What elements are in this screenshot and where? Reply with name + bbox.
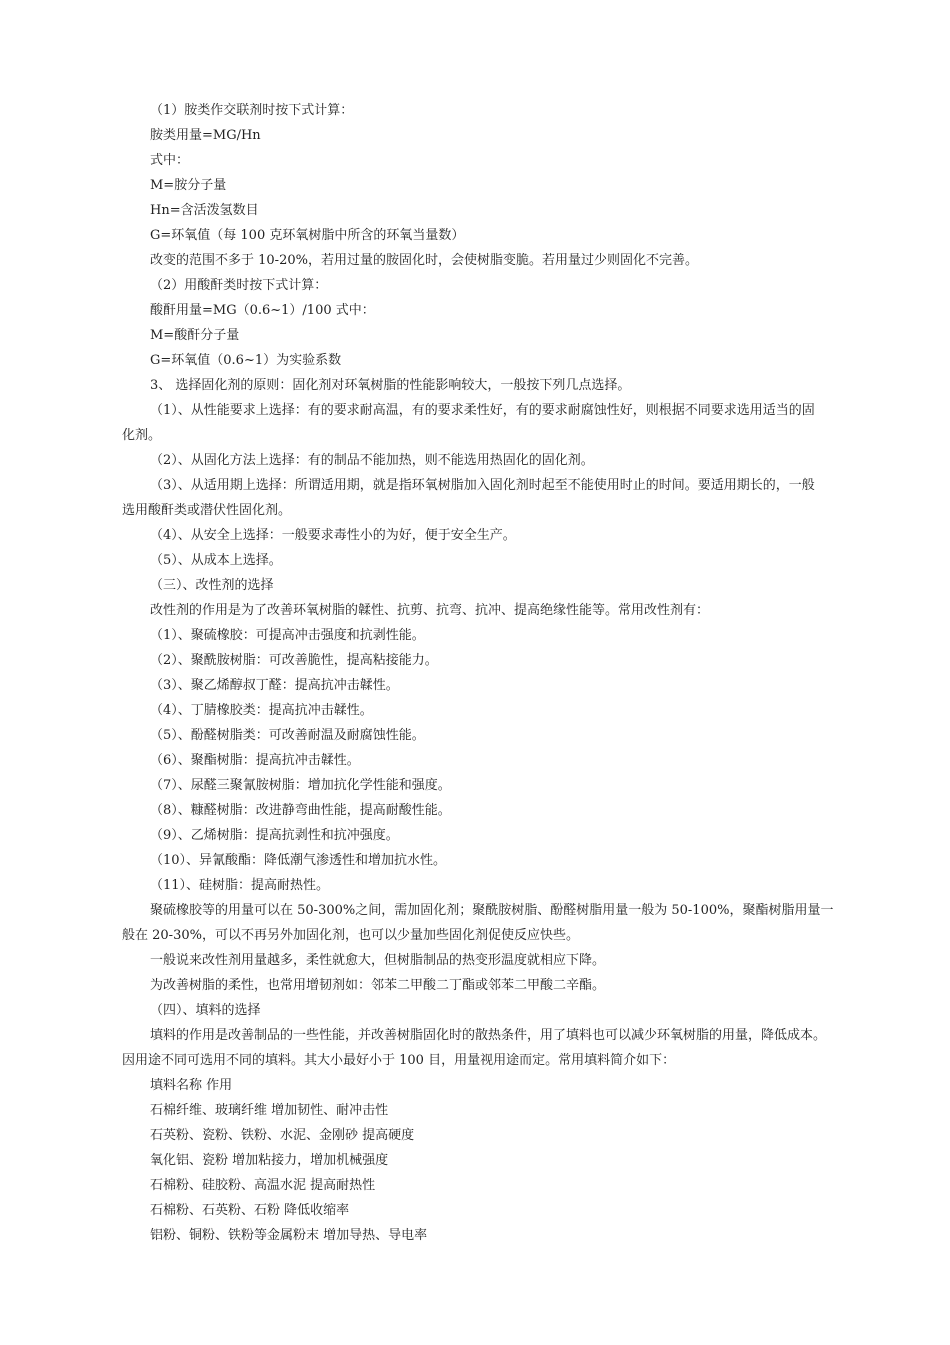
text-line: （10）、异氰酸酯：降低潮气渗透性和增加抗水性。 [150, 853, 447, 868]
text-line: 填料名称 作用 [150, 1078, 233, 1093]
text-line: 氧化铝、瓷粉 增加粘接力，增加机械强度 [150, 1153, 389, 1168]
text-line: （9）、乙烯树脂：提高抗剥性和抗冲强度。 [150, 828, 399, 843]
text-line: M=酸酐分子量 [150, 328, 240, 343]
text-line: 改变的范围不多于 10-20%，若用过量的胺固化时，会使树脂变脆。若用量过少则固化不完善。 [150, 253, 698, 268]
text-line: Hn=含活泼氢数目 [150, 203, 259, 218]
text-line: （2）用酸酐类时按下式计算： [150, 278, 328, 293]
text-line: 胺类用量=MG/Hn [150, 128, 261, 143]
text-line: （6）、聚酯树脂：提高抗冲击韖性。 [150, 753, 360, 768]
text-line: （4）、丁腈橡胶类：提高抗冲击韖性。 [150, 703, 373, 718]
text-line: 石英粉、瓷粉、铁粉、水泥、金刚砂 提高硬度 [150, 1128, 415, 1143]
text-line: 石棉纤维、玻璃纤维 增加韧性、耐冲击性 [150, 1103, 389, 1118]
text-line: （3）、聚乙烯醇叔丁醛：提高抗冲击韖性。 [150, 678, 399, 693]
text-line: （4）、从安全上选择：一般要求毒性小的为好，便于安全生产。 [150, 528, 516, 543]
text-line: 3、 选择固化剂的原则：固化剂对环氧树脂的性能影响较大，一般按下列几点选择。 [150, 378, 631, 393]
text-line: 因用途不同可选用不同的填料。其大小最好小于 100 目，用量视用途而定。常用填料简介如下： [122, 1053, 676, 1068]
text-line: 铝粉、铜粉、铁粉等金属粉末 增加导热、导电率 [150, 1228, 428, 1243]
text-line: （3）、从适用期上选择：所谓适用期，就是指环氧树脂加入固化剂时起至不能使用时止的时间。要适用期长的，一般 [150, 478, 815, 493]
text-line: （2）、聚酰胺树脂：可改善脆性，提高粘接能力。 [150, 653, 438, 668]
text-line: （5）、从成本上选择。 [150, 553, 282, 568]
text-line: 改性剂的作用是为了改善环氧树脂的韖性、抗剪、抗弯、抗冲、提高绝缘性能等。常用改性剂有： [150, 603, 710, 618]
text-line: G=环氧值（每 100 克环氧树脂中所含的环氧当量数） [150, 228, 465, 243]
text-line: （5）、酚醛树脂类：可改善耐温及耐腐蚀性能。 [150, 728, 425, 743]
text-line: G=环氧值（0.6~1）为实验系数 [150, 353, 342, 368]
text-line: 石棉粉、硅胶粉、高温水泥 提高耐热性 [150, 1178, 376, 1193]
text-line: （2）、从固化方法上选择：有的制品不能加热，则不能选用热固化的固化剂。 [150, 453, 594, 468]
text-line: 式中： [150, 153, 190, 168]
text-line: 化剂。 [122, 428, 162, 443]
text-line: （三）、改性剂的选择 [150, 578, 274, 593]
text-line: （1）、聚硫橡胶：可提高冲击强度和抗剥性能。 [150, 628, 425, 643]
text-line: 填料的作用是改善制品的一些性能，并改善树脂固化时的散热条件，用了填料也可以减少环氧树脂的用量，降低成本。 [150, 1028, 827, 1043]
text-line: 聚硫橡胶等的用量可以在 50-300%之间，需加固化剂；聚酰胺树脂、酚醛树脂用量一般为 50-100%，聚酯树脂用量一 [150, 903, 834, 918]
text-line: （7）、尿醛三聚氰胺树脂：增加抗化学性能和强度。 [150, 778, 451, 793]
text-line: （1）、从性能要求上选择：有的要求耐高温，有的要求柔性好，有的要求耐腐蚀性好，则根据不同要求选用适当的固 [150, 403, 815, 418]
text-line: 酸酐用量=MG（0.6~1）/100 式中： [150, 303, 375, 318]
text-line: 为改善树脂的柔性，也常用增韧剂如：邻苯二甲酸二丁酯或邻苯二甲酸二辛酯。 [150, 978, 606, 993]
text-line: 石棉粉、石英粉、石粉 降低收缩率 [150, 1203, 350, 1218]
text-line: 一般说来改性剂用量越多，柔性就愈大，但树脂制品的热变形温度就相应下降。 [150, 953, 606, 968]
text-line: M=胺分子量 [150, 178, 227, 193]
text-line: （四）、填料的选择 [150, 1003, 261, 1018]
text-line: （1）胺类作交联剂时按下式计算： [150, 103, 354, 118]
text-line: 选用酸酐类或潜伏性固化剂。 [122, 503, 292, 518]
text-line: （11）、硅树脂：提高耐热性。 [150, 878, 330, 893]
text-line: 般在 20-30%，可以不再另外加固化剂，也可以少量加些固化剂促使反应快些。 [122, 928, 579, 943]
text-line: （8）、糠醛树脂：改进静弯曲性能，提高耐酸性能。 [150, 803, 451, 818]
